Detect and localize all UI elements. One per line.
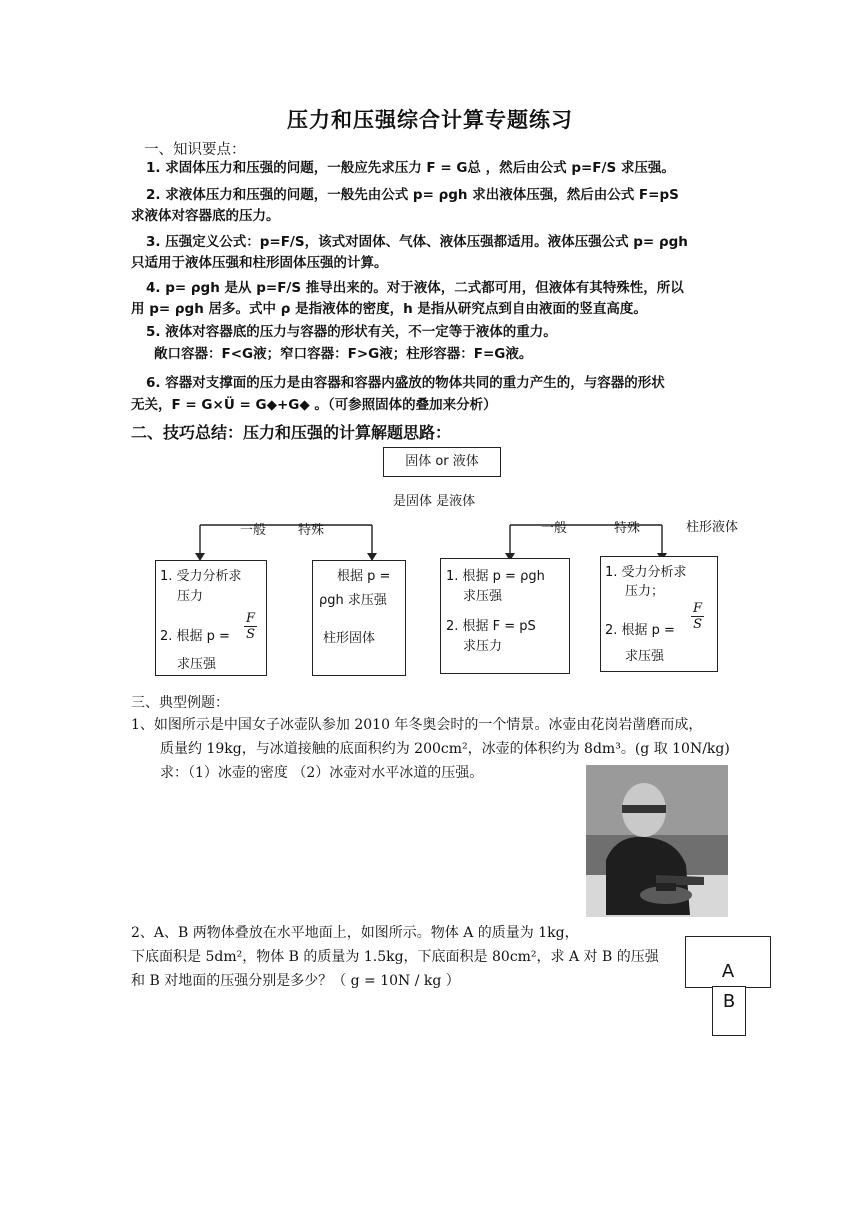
- knowledge-item-4a: 4. p= ρgh 是从 p=F/S 推导出来的。对于液体，二式都可用，但液体有其特殊性，所以: [146, 280, 684, 296]
- box3-line1: 1. 根据 p = ρgh: [446, 569, 545, 584]
- block-b: [712, 986, 746, 1036]
- box3-line2: 求压强: [463, 589, 503, 604]
- box4-frac-den: S: [693, 617, 702, 632]
- box1-frac-den: S: [246, 627, 255, 642]
- flow-left-general: 一般: [240, 523, 267, 538]
- knowledge-item-5b: 敞口容器：F<G液；窄口容器：F>G液；柱形容器：F=G液。: [154, 346, 533, 362]
- box2-note: 柱形固体: [323, 631, 376, 646]
- knowledge-item-2b: 求液体对容器底的压力。: [131, 208, 280, 224]
- box4-line3: 2. 根据 p =: [605, 623, 675, 638]
- page-title: 压力和压强综合计算专题练习: [287, 108, 573, 132]
- q2-line2: 下底面积是 5dm²，物体 B 的质量为 1.5kg，下底面积是 80cm²，求 A 对 B 的压强: [131, 949, 659, 965]
- block-b-label: B: [722, 991, 736, 1012]
- box1-fraction: [244, 611, 257, 642]
- box1-line3: 2. 根据 p =: [160, 629, 230, 644]
- knowledge-item-6a: 6. 容器对支撑面的压力是由容器和容器内盛放的物体共同的重力产生的，与容器的形状: [146, 375, 665, 391]
- box4-line2: 压力；: [625, 584, 665, 599]
- box1-line1: 1. 受力分析求: [160, 569, 242, 584]
- flow-right-general: 一般: [541, 521, 568, 536]
- flow-box-solid-special: [312, 560, 406, 676]
- box1-line4: 求压强: [177, 657, 217, 672]
- flow-box-liquid-general: [440, 558, 570, 674]
- knowledge-item-5a: 5. 液体对容器底的压力与容器的形状有关，不一定等于液体的重力。: [146, 324, 557, 340]
- flow-branch-label: 是固体 是液体: [393, 494, 476, 509]
- section1-heading: 一、知识要点：: [144, 142, 246, 158]
- flow-box-liquid-special: [600, 556, 718, 672]
- block-a: [685, 936, 771, 988]
- q1-line3: 求：（1）冰壶的密度 （2）冰壶对水平冰道的压强。: [160, 765, 484, 781]
- box1-line2: 压力: [177, 589, 204, 604]
- box4-fraction: [691, 601, 704, 632]
- flow-box-solid-general: [155, 560, 267, 676]
- flow-top-box: 固体 or 液体: [383, 447, 501, 477]
- box4-frac-num: F: [693, 601, 703, 616]
- curling-photo: [586, 765, 728, 917]
- knowledge-item-4b: 用 p= ρgh 居多。式中 ρ 是指液体的密度，h 是指从研究点到自由液面的竖直高度。: [131, 301, 647, 317]
- knowledge-item-6b: 无关，F = G×Ü = G◆+G◆ 。（可参照固体的叠加来分析）: [131, 397, 497, 413]
- box4-line1: 1. 受力分析求: [605, 565, 687, 580]
- box4-line4: 求压强: [625, 649, 665, 664]
- q2-line3: 和 B 对地面的压强分别是多少？（ g = 10N / kg ）: [131, 973, 460, 989]
- block-a-label: A: [721, 961, 735, 982]
- q1-line1: 1、如图所示是中国女子冰壶队参加 2010 年冬奥会时的一个情景。冰壶由花岗岩凿磨而成，: [131, 717, 703, 733]
- q2-line1: 2、A、B 两物体叠放在水平地面上，如图所示。物体 A 的质量为 1kg，: [131, 925, 579, 941]
- knowledge-item-3a: 3. 压强定义公式：p=F/S，该式对固体、气体、液体压强都适用。液体压强公式 p= ρgh: [146, 234, 688, 250]
- box3-line3: 2. 根据 F = pS: [446, 619, 536, 634]
- section2-heading: 二、技巧总结：压力和压强的计算解题思路：: [131, 423, 452, 442]
- box3-line4: 求压力: [463, 639, 503, 654]
- knowledge-item-3b: 只适用于液体压强和柱形固体压强的计算。: [131, 255, 388, 271]
- section3-heading: 三、典型例题：: [131, 695, 229, 711]
- box2-line2: ρgh 求压强: [319, 593, 387, 608]
- box2-line1: 根据 p =: [337, 569, 391, 584]
- flow-left-special: 特殊: [298, 523, 325, 538]
- flow-right-special: 特殊: [614, 521, 641, 536]
- knowledge-item-1: 1. 求固体压力和压强的问题，一般应先求压力 F = G总 ，然后由公式 p=F/S 求压强。: [146, 160, 675, 176]
- flow-right-note: 柱形液体: [686, 520, 739, 535]
- box1-frac-num: F: [246, 611, 256, 626]
- knowledge-item-2a: 2. 求液体压力和压强的问题，一般先由公式 p= ρgh 求出液体压强，然后由公式 F=pS: [146, 187, 679, 203]
- q1-line2: 质量约 19kg，与冰道接触的底面积约为 200cm²，冰壶的体积约为 8dm³。(g 取 10N/kg): [160, 741, 730, 757]
